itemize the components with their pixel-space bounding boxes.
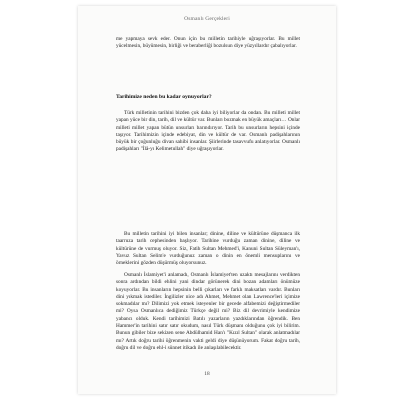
section-heading: Tarihimize neden bu kadar oynuyorlar? bbox=[116, 94, 212, 100]
paragraph: Bu milletin tarihini iyi bilen insanlar; dinine, diline ve kültürüne düşmanca ilk taarruza tarih cephesinden başlıyor. Tarihine vurduğu zaman dinine, diline ve kültürüne de vurmuş oluyor. Siz, Fatih Sultan Mehmed'i, Kanuni Sultan Süleyman'ı, Yavuz Sultan Selim'e vurduğunuz zaman o dinin en önemli mensuplarını ve örneklerini gözden düşürmüş oluyorsunuz. bbox=[116, 231, 300, 267]
book-page bbox=[78, 6, 336, 394]
paragraph: Türk milletinin tarihini bizden çok daha iyi biliyorlar da ondan. Bu milleti millet yapan yüce bir din, tarih, dil ve kültür var. Bunları bozmak en büyük amaçları… Onlar milleti millet yapan bütün unsurları barındırıyor. Tarih bu unsurların hepsini içinde taşıyor. Tarihimizin içinde edebiyat, din ve kültür de var. Osmanlı padişahlarının büyük bir çoğunluğu divan sahibi insanlar. Şiirlerinde tasavvufu anlatıyorlar. Osmanlı padişahları "İlâ-yı Kelimetullah" diye uğraşıyorlar. bbox=[116, 110, 300, 153]
paragraph: Osmanlı İslamiyet'i anlamadı, Osmanlı İslamiyet'ten uzaktı mesajlarını verdikten sonra ardından bildi ehlini yani dindar görünerek dini bozan adamları önümüze koyuyorlar. Bu insanların hepsinin belli çıkarları ve farklı maksatları vardır. Bunları dini yıkmak istediler. İngilizler nice adı Ahmet, Mehmet olan Lawrence'leri içimize sokmadılar mı? Dilimizi yok etmek isteyenler bir gecede alfabemizi değiştirmediler mi? Oysa Osmanlıca dediğimiz Türkçe değil mi? Biz dil devrimiyle kendimize yabancı olduk. Kendi tarihimizi Batılı yazarların yazdıklarından öğrendik. Ben Hammer'in tarihini satır satır okudum, nasıl Türk düşmanı olduğunu çok iyi bilirim. Bunun gibiler bize sekizen sene Abdülhamid Han'ı "Kızıl Sultan" olarak anlatmadılar mı? Artık doğru tarihi öğrenmenin vakti geldi diye düşünüyorum. Fakat doğru tarih, doğru dil ve doğru ehl-i sünnet itikadı ile anlaşılabilecektir. bbox=[116, 272, 300, 351]
running-head: Osmanlı Gerçekleri bbox=[184, 16, 230, 22]
paragraph-continued: me yapmaya sevk eder. Onun için bu milletin tarihiyle uğraşıyorlar. Bu millet yücelmesin, büyümesin, birliği ve beraberliği bozulsun diye yüzyıllardır çabalıyorlar. bbox=[116, 36, 300, 50]
page-number: 18 bbox=[204, 371, 210, 377]
